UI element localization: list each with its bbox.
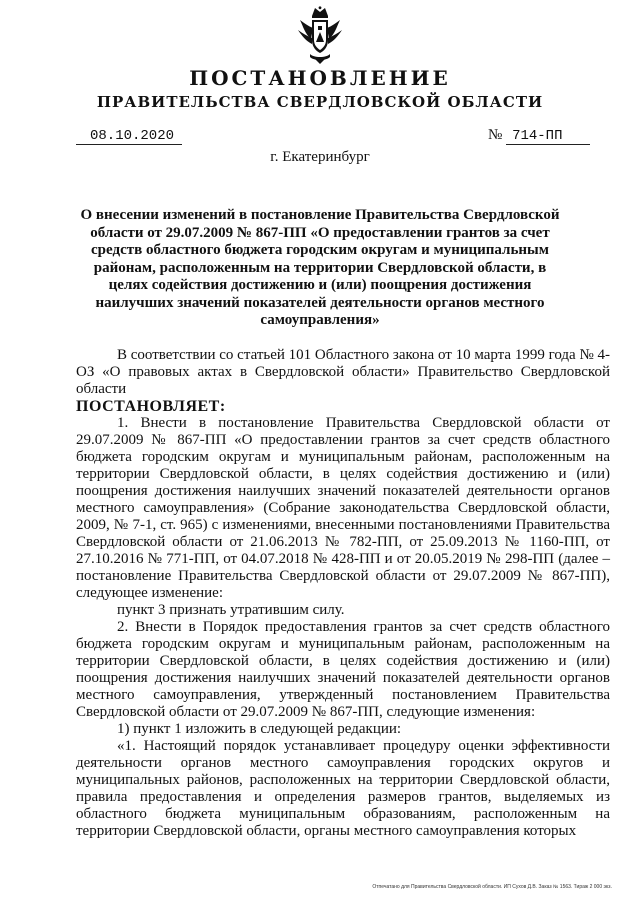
document-body	[76, 347, 610, 840]
coat-of-arms-emblem	[297, 6, 343, 64]
resolution-title: О внесении изменений в постановление Правительства Свердловской области от 29.07.2009 № 867-ПП «О предоставлении грантов за счет средств областного бюджета городским округам и муниципальным районам, расположенным на территории Свердловской области, в целях содействия достижению и (или) поощрения достижения наилучших значений показателей деятельности органов местного самоуправления»	[80, 207, 560, 328]
document-date: 08.10.2020	[76, 128, 182, 145]
paragraph-2: 2. Внести в Порядок предоставления грантов за счет средств областного бюджета городским округам и муниципальным районам, расположенным на территории Свердловской области, в целях содействия достижению и (или) поощрения достижения наилучших значений показателей деятельности органов местного самоуправления, утвержденный постановлением Правительства Свердловской области от 29.07.2009 № 867-ПП, следующие изменения:	[76, 619, 610, 720]
document-number: 714-ПП	[506, 128, 590, 145]
issuer-title: ПРАВИТЕЛЬСТВА СВЕРДЛОВСКОЙ ОБЛАСТИ	[96, 93, 544, 111]
preamble-paragraph: В соответствии со статьей 101 Областного закона от 10 марта 1999 года № 4-ОЗ «О правовых актах в Свердловской области» Правительство Свердловской области	[76, 347, 611, 397]
number-label: №	[488, 127, 503, 143]
document-type-title: ПОСТАНОВЛЕНИЕ	[189, 66, 451, 90]
paragraph-1: 1. Внести в постановление Правительства Свердловской области от 29.07.2009 № 867-ПП «О предоставлении грантов за счет средств областного бюджета городским округам и муниципальным районам, расположенным на территории Свердловской области, в целях содействия достижению и (или) поощрения достижения наилучших значений показателей деятельности органов местного самоуправления» (Собрание законодательства Свердловской области, 2009, № 7-1, ст. 965) с изменениями, внесенными постановлениями Правительства Свердловской области от 21.06.2013 № 782-ПП, от 25.09.2013 № 1160-ПП, от 27.10.2016 № 771-ПП, от 04.07.2018 № 428-ПП и от 20.05.2019 № 298-ПП (далее – постановление Правительства Свердловской области от 29.07.2009 № 867-ПП), следующее изменение:	[76, 415, 610, 601]
print-footer: Отпечатано для Правительства Свердловской области. ИП Сухов Д.В. Заказ № 1563. Тираж 2 000 экз.	[372, 884, 612, 890]
resolve-heading: ПОСТАНОВЛЯЕТ:	[76, 398, 226, 415]
city-line: г. Екатеринбург	[270, 149, 370, 165]
paragraph-2-item-1: 1) пункт 1 изложить в следующей редакции:	[117, 721, 402, 737]
paragraph-1-item: пункт 3 признать утратившим силу.	[117, 602, 345, 618]
document-number-block	[488, 127, 590, 145]
paragraph-2-quote: «1. Настоящий порядок устанавливает процедуру оценки эффективности деятельности органов местного самоуправления городских округов и муниципальных районов, расположенных на территории Свердловской области, правила предоставления и определения размеров грантов, выделяемых из областного бюджета муниципальным образованиям, расположенным на территории Свердловской области, органы местного самоуправления которых	[76, 738, 610, 839]
